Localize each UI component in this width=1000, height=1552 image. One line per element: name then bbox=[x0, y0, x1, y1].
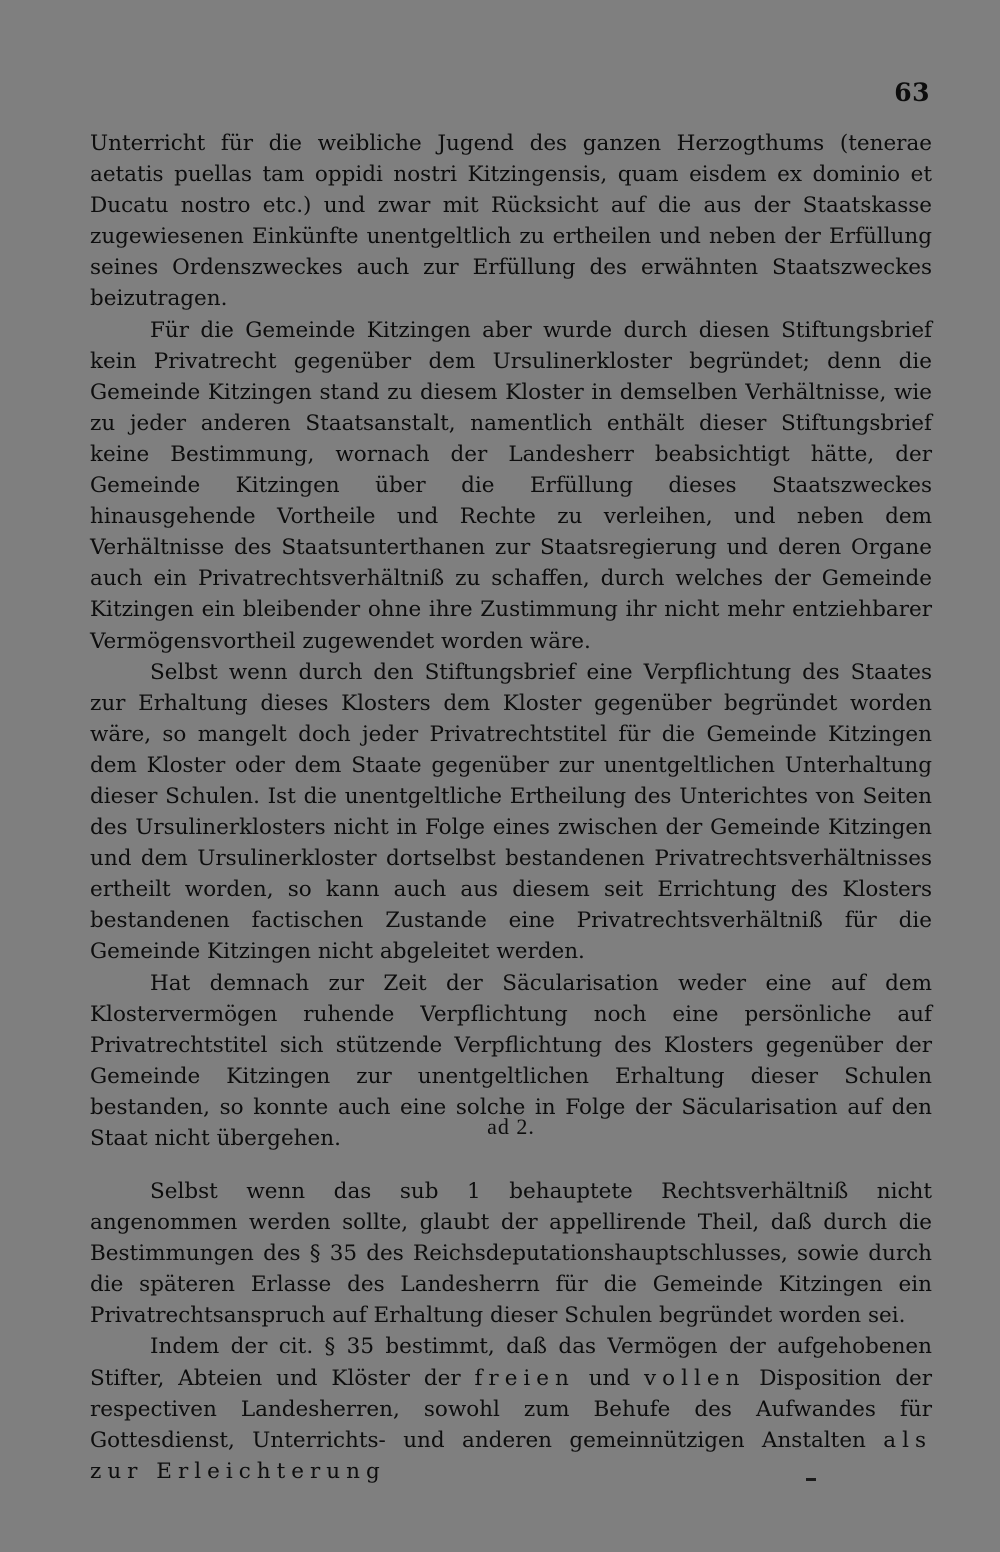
spaced-text: freien bbox=[474, 1365, 575, 1391]
paragraph: Selbst wenn das sub 1 behauptete Rechtsverhältniß nicht angenommen werden sollte, glaubt der appellirende Theil, daß durch die Bestimmungen des § 35 des Reichsdeputationshauptschlusses, sowie durch die späteren Erlasse des Landesherrn für die Gemeinde Kitzingen ein Privatrechtsanspruch auf Erhaltung dieser Schulen begründet worden sei. bbox=[90, 1179, 932, 1329]
page-number: 63 bbox=[894, 78, 930, 107]
section-heading: ad 2. bbox=[487, 1114, 535, 1139]
paragraph: Hat demnach zur Zeit der Säcularisation weder eine auf dem Klostervermögen ruhende Verpflichtung noch eine persönliche auf Privatrechtstitel sich stützende Verpflichtung des Klosters gegenüber der Gemeinde Kitzingen zur unentgeltlichen Erhaltung dieser Schulen bestanden, so konnte auch eine solche in Folge der Säcularisation auf den Staat nicht übergehen. bbox=[90, 970, 932, 1151]
section-2 bbox=[90, 1176, 932, 1487]
paragraph: Für die Gemeinde Kitzingen aber wurde durch diesen Stiftungsbrief kein Privatrecht gegenüber dem Ursulinerkloster begründet; denn die Gemeinde Kitzingen stand zu diesem Kloster in demselben Verhältnisse, wie zu jeder anderen Staatsanstalt, namentlich enthält dieser Stiftungsbrief keine Bestimmung, wornach der Landesherr beabsichtigt hätte, der Gemeinde Kitzingen über die Erfüllung dieses Staatszweckes hinausgehende Vortheile und Rechte zu verleihen, und neben dem Verhältnisse des Staatsunterthanen zur Staatsregierung und deren Organe auch ein Privatrechtsverhältniß zu schaffen, durch welches der Gemeinde Kitzingen ein bleibender ohne ihre Zustimmung ihr nicht mehr entziehbarer Vermögensvortheil zugewendet worden wäre. bbox=[90, 317, 932, 654]
spaced-text: vollen bbox=[644, 1365, 746, 1391]
spaced-text: als zur Erleichterung bbox=[90, 1427, 932, 1484]
section-heading-wrapper bbox=[90, 1114, 932, 1140]
text-run: Disposition der respectiven Landesherren, sowohl zum Behufe des Aufwandes für Gottesdienst, Unterrichts- und anderen gemeinnützigen Anstalten bbox=[90, 1365, 932, 1453]
paragraph-continuation: Unterricht für die weibliche Jugend des ganzen Herzogthums (tenerae aetatis puellas tam oppidi nostri Kitzingensis, quam eisdem ex dominio et Ducatu nostro etc.) und zwar mit Rücksicht auf die aus der Staatskasse zugewiesenen Einkünfte unentgeltlich zu ertheilen und neben der Erfüllung seines Ordenszweckes auch zur Erfüllung des erwähnten Staatszweckes beizutragen. bbox=[90, 131, 932, 312]
paragraph: Selbst wenn durch den Stiftungsbrief eine Verpflichtung des Staates zur Erhaltung dieses Klosters dem Kloster gegenüber begründet worden wäre, so mangelt doch jeder Privatrechtstitel für die Gemeinde Kitzingen dem Kloster oder dem Staate gegenüber zur unentgeltlichen Unterhaltung dieser Schulen. Ist die unentgeltliche Ertheilung des Unterichtes von Seiten des Ursulinerklosters nicht in Folge eines zwischen der Gemeinde Kitzingen und dem Ursulinerkloster dortselbst bestandenen Privatrechtsverhältnisses ertheilt worden, so kann auch aus diesem seit Errichtung des Klosters bestandenen factischen Zustande eine Privatrechtsverhältniß für die Gemeinde Kitzingen nicht abgeleitet werden. bbox=[90, 659, 932, 965]
paragraph bbox=[90, 1331, 932, 1486]
print-mark bbox=[806, 1478, 816, 1481]
text-run: und bbox=[574, 1365, 645, 1391]
section-1 bbox=[90, 128, 932, 1154]
text-run: Indem der cit. § 35 bestimmt, daß das Vermögen der aufgehobenen Stifter, Abteien und Klöster der bbox=[90, 1334, 932, 1391]
